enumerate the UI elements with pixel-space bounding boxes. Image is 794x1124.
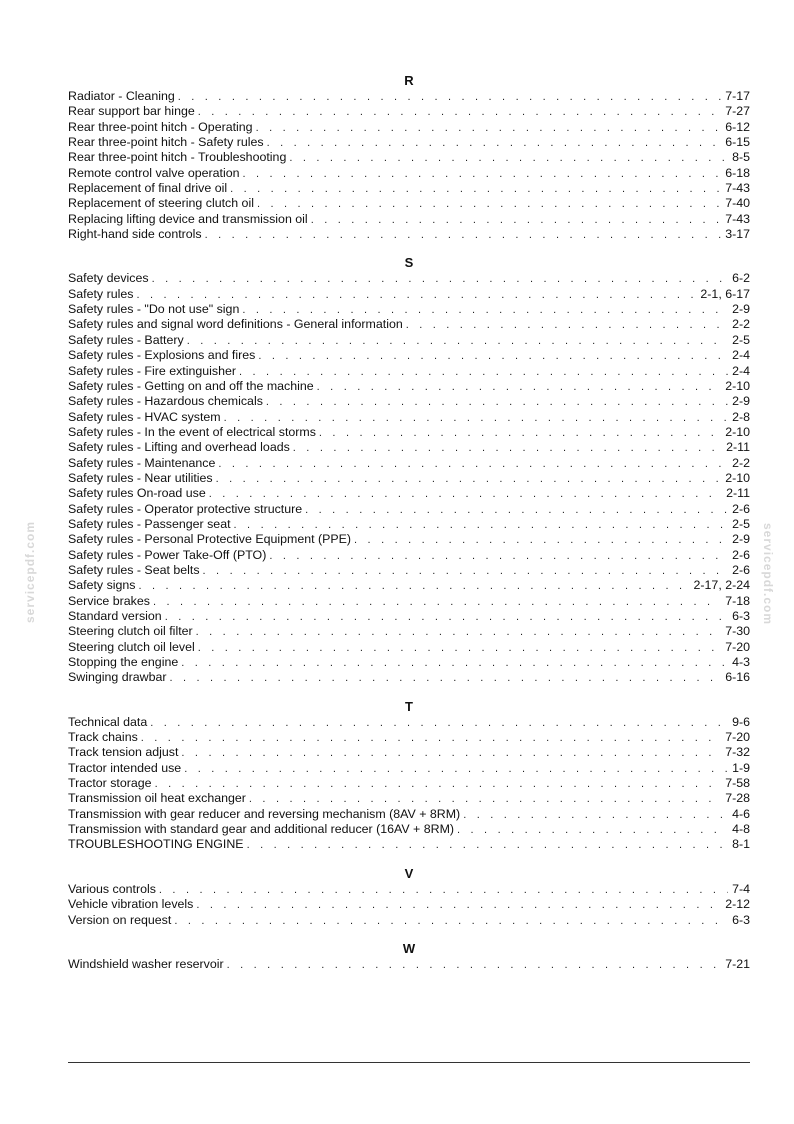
index-entry[interactable] bbox=[68, 715, 750, 730]
entry-page-ref: 7-28 bbox=[725, 791, 750, 806]
index-entry[interactable] bbox=[68, 745, 750, 760]
index-entry[interactable] bbox=[68, 333, 750, 348]
entry-title: Safety rules - HVAC system bbox=[68, 409, 221, 424]
entry-title: Rear support bar hinge bbox=[68, 104, 195, 119]
entry-title: Rear three-point hitch - Safety rules bbox=[68, 135, 264, 150]
dot-leader bbox=[153, 595, 721, 610]
entry-page-ref: 1-9 bbox=[732, 760, 750, 775]
index-entry[interactable] bbox=[68, 410, 750, 425]
entry-title: TROUBLESHOOTING ENGINE bbox=[68, 837, 244, 852]
dot-leader bbox=[205, 228, 722, 243]
dot-leader bbox=[267, 136, 722, 151]
entry-page-ref: 6-16 bbox=[725, 670, 750, 685]
index-entry[interactable] bbox=[68, 882, 750, 897]
index-entry[interactable] bbox=[68, 578, 750, 593]
entry-title: Safety rules - Personal Protective Equipment (PPE) bbox=[68, 532, 352, 547]
entry-page-ref: 2-6 bbox=[732, 547, 750, 562]
dot-leader bbox=[242, 303, 728, 318]
index-entry[interactable] bbox=[68, 609, 750, 624]
section-letter: S bbox=[404, 255, 414, 271]
entry-page-ref: 7-21 bbox=[725, 956, 750, 971]
entry-title: Service brakes bbox=[68, 593, 150, 608]
dot-leader bbox=[247, 838, 729, 853]
dot-leader bbox=[198, 641, 721, 656]
index-entry[interactable] bbox=[68, 317, 750, 332]
dot-leader bbox=[258, 349, 728, 364]
entry-page-ref: 7-4 bbox=[732, 881, 750, 896]
entry-title: Stopping the engine bbox=[68, 655, 179, 670]
index-entry[interactable] bbox=[68, 791, 750, 806]
entry-title: Safety rules - Battery bbox=[68, 332, 184, 347]
dot-leader bbox=[311, 213, 722, 228]
entry-title: Radiator - Cleaning bbox=[68, 89, 175, 103]
dot-leader bbox=[457, 823, 728, 838]
index-entry[interactable] bbox=[68, 807, 750, 822]
index-entry[interactable] bbox=[68, 776, 750, 791]
entry-page-ref: 9-6 bbox=[732, 714, 750, 729]
entry-page-ref: 2-8 bbox=[732, 409, 750, 424]
dot-leader bbox=[293, 441, 722, 456]
index-entry[interactable] bbox=[68, 379, 750, 394]
entry-page-ref: 6-3 bbox=[732, 609, 750, 623]
dot-leader bbox=[249, 792, 721, 807]
section-letter: W bbox=[402, 940, 416, 956]
dot-leader bbox=[239, 365, 728, 380]
dot-leader bbox=[181, 656, 728, 671]
entry-page-ref: 7-30 bbox=[725, 624, 750, 639]
entry-title: Transmission oil heat exchanger bbox=[68, 791, 246, 806]
entry-page-ref: 2-6 bbox=[732, 501, 750, 516]
entry-page-ref: 7-32 bbox=[725, 745, 750, 760]
index-entry[interactable] bbox=[68, 837, 750, 852]
entry-page-ref: 2-11 bbox=[726, 486, 750, 501]
dot-leader bbox=[230, 182, 721, 197]
entry-title: Safety rules - Near utilities bbox=[68, 470, 213, 485]
entry-page-ref: 2-6 bbox=[732, 562, 750, 577]
entry-page-ref: 2-1, 6-17 bbox=[700, 286, 750, 301]
entry-title: Transmission with gear reducer and reversing mechanism (8AV + 8RM) bbox=[68, 806, 461, 821]
entry-page-ref: 2-17, 2-24 bbox=[693, 578, 750, 593]
dot-leader bbox=[354, 533, 728, 548]
entry-page-ref: 7-18 bbox=[725, 593, 750, 608]
entry-title: Transmission with standard gear and additional reducer (16AV + 8RM) bbox=[68, 822, 455, 837]
index-entry[interactable] bbox=[68, 394, 750, 409]
entry-title: Replacement of final drive oil bbox=[68, 181, 228, 196]
index-entry[interactable] bbox=[68, 287, 750, 302]
index-entry[interactable] bbox=[68, 471, 750, 486]
entry-title: Rear three-point hitch - Operating bbox=[68, 119, 253, 134]
index-entry[interactable] bbox=[68, 822, 750, 837]
entry-title: Tractor storage bbox=[68, 776, 152, 791]
entry-title: Track tension adjust bbox=[68, 745, 179, 760]
entry-page-ref: 7-20 bbox=[725, 730, 750, 745]
entry-page-ref: 4-8 bbox=[732, 822, 750, 837]
entry-title: Swinging drawbar bbox=[68, 670, 167, 685]
index-entry[interactable] bbox=[68, 532, 750, 547]
dot-leader bbox=[209, 487, 722, 502]
dot-leader bbox=[181, 746, 721, 761]
index-entry[interactable] bbox=[68, 364, 750, 379]
index-entry[interactable] bbox=[68, 897, 750, 912]
entry-page-ref: 3-17 bbox=[725, 227, 750, 242]
index-section-r bbox=[68, 72, 750, 242]
dot-leader bbox=[463, 808, 728, 823]
index-entry[interactable] bbox=[68, 563, 750, 578]
dot-leader bbox=[266, 395, 728, 410]
entry-title: Safety rules - Lifting and overhead loads bbox=[68, 440, 290, 455]
entry-page-ref: 2-2 bbox=[732, 317, 750, 332]
index-entry[interactable] bbox=[68, 957, 750, 972]
entry-title: Safety rules - Power Take-Off (PTO) bbox=[68, 547, 267, 562]
entry-title: Safety rules - Passenger seat bbox=[68, 516, 231, 531]
dot-leader bbox=[289, 151, 728, 166]
dot-leader bbox=[406, 318, 728, 333]
entry-title: Standard version bbox=[68, 609, 162, 623]
index-entry[interactable] bbox=[68, 120, 750, 135]
entry-page-ref: 6-18 bbox=[725, 165, 750, 180]
entry-title: Safety rules and signal word definitions - General information bbox=[68, 317, 403, 332]
entry-page-ref: 7-17 bbox=[725, 89, 750, 103]
index-entry[interactable] bbox=[68, 670, 750, 685]
section-letter: R bbox=[404, 73, 414, 88]
entry-page-ref: 7-27 bbox=[725, 104, 750, 119]
dot-leader bbox=[305, 503, 728, 518]
entry-title: Safety rules - Fire extinguisher bbox=[68, 363, 237, 378]
entry-page-ref: 7-43 bbox=[725, 181, 750, 196]
entry-page-ref: 7-40 bbox=[725, 196, 750, 211]
entry-title: Safety rules bbox=[68, 286, 134, 301]
dot-leader bbox=[136, 288, 696, 303]
index-entry[interactable] bbox=[68, 624, 750, 639]
dot-leader bbox=[203, 564, 729, 579]
entry-page-ref: 2-4 bbox=[732, 348, 750, 363]
dot-leader bbox=[174, 914, 728, 929]
entry-title: Various controls bbox=[68, 881, 156, 896]
dot-leader bbox=[165, 610, 728, 625]
entry-page-ref: 2-12 bbox=[725, 897, 750, 912]
index-entry[interactable] bbox=[68, 730, 750, 745]
entry-page-ref: 6-3 bbox=[732, 912, 750, 927]
dot-leader bbox=[227, 958, 722, 973]
entry-page-ref: 4-3 bbox=[732, 655, 750, 670]
index-entry[interactable] bbox=[68, 302, 750, 317]
watermark-left: servicepdf.com bbox=[23, 520, 37, 623]
dot-leader bbox=[170, 671, 722, 686]
entry-title: Safety rules On-road use bbox=[68, 486, 206, 501]
entry-page-ref: 2-10 bbox=[725, 470, 750, 485]
entry-title: Technical data bbox=[68, 714, 148, 729]
entry-title: Track chains bbox=[68, 730, 138, 745]
entry-page-ref: 2-5 bbox=[732, 516, 750, 531]
entry-title: Safety devices bbox=[68, 271, 149, 286]
dot-leader bbox=[216, 472, 722, 487]
entry-title: Safety rules - Maintenance bbox=[68, 455, 216, 470]
index-entry[interactable] bbox=[68, 425, 750, 440]
dot-leader bbox=[234, 518, 729, 533]
index-entry[interactable] bbox=[68, 271, 750, 286]
entry-page-ref: 4-6 bbox=[732, 806, 750, 821]
entry-page-ref: 2-10 bbox=[725, 424, 750, 439]
index-entry[interactable] bbox=[68, 456, 750, 471]
index-entry[interactable] bbox=[68, 196, 750, 211]
entry-page-ref: 2-2 bbox=[732, 455, 750, 470]
index-entry[interactable] bbox=[68, 150, 750, 165]
dot-leader bbox=[184, 762, 728, 777]
index-section-v bbox=[68, 865, 750, 928]
dot-leader bbox=[257, 197, 721, 212]
entry-title: Windshield washer reservoir bbox=[68, 956, 224, 971]
entry-title: Safety rules - Operator protective structure bbox=[68, 501, 303, 516]
index-section-w bbox=[68, 940, 750, 972]
entry-page-ref: 8-5 bbox=[732, 150, 750, 165]
entry-page-ref: 7-58 bbox=[725, 776, 750, 791]
dot-leader bbox=[256, 121, 722, 136]
dot-leader bbox=[159, 883, 728, 898]
dot-leader bbox=[196, 898, 721, 913]
dot-leader bbox=[243, 167, 722, 182]
dot-leader bbox=[218, 457, 728, 472]
entry-title: Version on request bbox=[68, 912, 172, 927]
index-entry[interactable] bbox=[68, 640, 750, 655]
dot-leader bbox=[139, 579, 690, 594]
entry-title: Vehicle vibration levels bbox=[68, 897, 194, 912]
entry-title: Right-hand side controls bbox=[68, 227, 202, 242]
index-entry[interactable] bbox=[68, 913, 750, 928]
dot-leader bbox=[198, 105, 721, 120]
entry-title: Safety rules - Hazardous chemicals bbox=[68, 394, 263, 409]
entry-page-ref: 2-9 bbox=[732, 394, 750, 409]
dot-leader bbox=[269, 549, 728, 564]
entry-page-ref: 2-11 bbox=[726, 440, 750, 455]
section-letter: T bbox=[405, 698, 413, 714]
index-section-s bbox=[68, 254, 750, 685]
index-entry[interactable] bbox=[68, 348, 750, 363]
entry-title: Replacement of steering clutch oil bbox=[68, 196, 254, 211]
entry-title: Safety rules - Explosions and fires bbox=[68, 348, 256, 363]
index-section-t bbox=[68, 698, 750, 853]
entry-title: Safety rules - "Do not use" sign bbox=[68, 302, 240, 317]
entry-page-ref: 2-10 bbox=[725, 378, 750, 393]
dot-leader bbox=[317, 380, 722, 395]
dot-leader bbox=[152, 272, 728, 287]
dot-leader bbox=[224, 411, 728, 426]
entry-page-ref: 2-5 bbox=[732, 332, 750, 347]
index-entry[interactable] bbox=[68, 502, 750, 517]
dot-leader bbox=[178, 90, 721, 105]
entry-title: Steering clutch oil filter bbox=[68, 624, 193, 639]
entry-page-ref: 2-9 bbox=[732, 532, 750, 547]
entry-title: Safety rules - Getting on and off the machine bbox=[68, 378, 314, 393]
index-entry[interactable] bbox=[68, 440, 750, 455]
index-entry[interactable] bbox=[68, 486, 750, 501]
entry-title: Rear three-point hitch - Troubleshooting bbox=[68, 150, 287, 165]
entry-page-ref: 7-20 bbox=[725, 639, 750, 654]
entry-page-ref: 7-43 bbox=[725, 211, 750, 226]
dot-leader bbox=[155, 777, 722, 792]
entry-title: Remote control valve operation bbox=[68, 165, 240, 180]
entry-title: Replacing lifting device and transmission oil bbox=[68, 211, 308, 226]
entry-title: Steering clutch oil level bbox=[68, 639, 195, 654]
dot-leader bbox=[196, 625, 722, 640]
dot-leader bbox=[150, 716, 728, 731]
index-page bbox=[68, 72, 750, 978]
entry-title: Safety rules - In the event of electrical storms bbox=[68, 424, 316, 439]
watermark-right: servicepdf.com bbox=[761, 523, 775, 626]
index-entry[interactable] bbox=[68, 655, 750, 670]
index-entry[interactable] bbox=[68, 135, 750, 150]
entry-title: Safety signs bbox=[68, 578, 136, 593]
entry-page-ref: 6-2 bbox=[732, 271, 750, 286]
entry-page-ref: 6-12 bbox=[725, 119, 750, 134]
entry-page-ref: 2-9 bbox=[732, 302, 750, 317]
index-entry[interactable] bbox=[68, 227, 750, 242]
section-letter: V bbox=[404, 865, 414, 881]
index-entry[interactable] bbox=[68, 181, 750, 196]
index-entry[interactable] bbox=[68, 548, 750, 563]
index-entry[interactable] bbox=[68, 166, 750, 181]
entry-page-ref: 6-15 bbox=[725, 135, 750, 150]
entry-page-ref: 2-4 bbox=[732, 363, 750, 378]
index-entry[interactable] bbox=[68, 594, 750, 609]
index-entry[interactable] bbox=[68, 104, 750, 119]
entry-title: Tractor intended use bbox=[68, 760, 182, 775]
dot-leader bbox=[187, 334, 728, 349]
dot-leader bbox=[141, 731, 721, 746]
footer-rule bbox=[68, 1062, 750, 1063]
index-entry[interactable] bbox=[68, 212, 750, 227]
entry-title: Safety rules - Seat belts bbox=[68, 562, 200, 577]
index-entry[interactable] bbox=[68, 517, 750, 532]
entry-page-ref: 8-1 bbox=[732, 837, 750, 852]
dot-leader bbox=[319, 426, 721, 441]
index-entry[interactable] bbox=[68, 89, 750, 104]
index-entry[interactable] bbox=[68, 761, 750, 776]
